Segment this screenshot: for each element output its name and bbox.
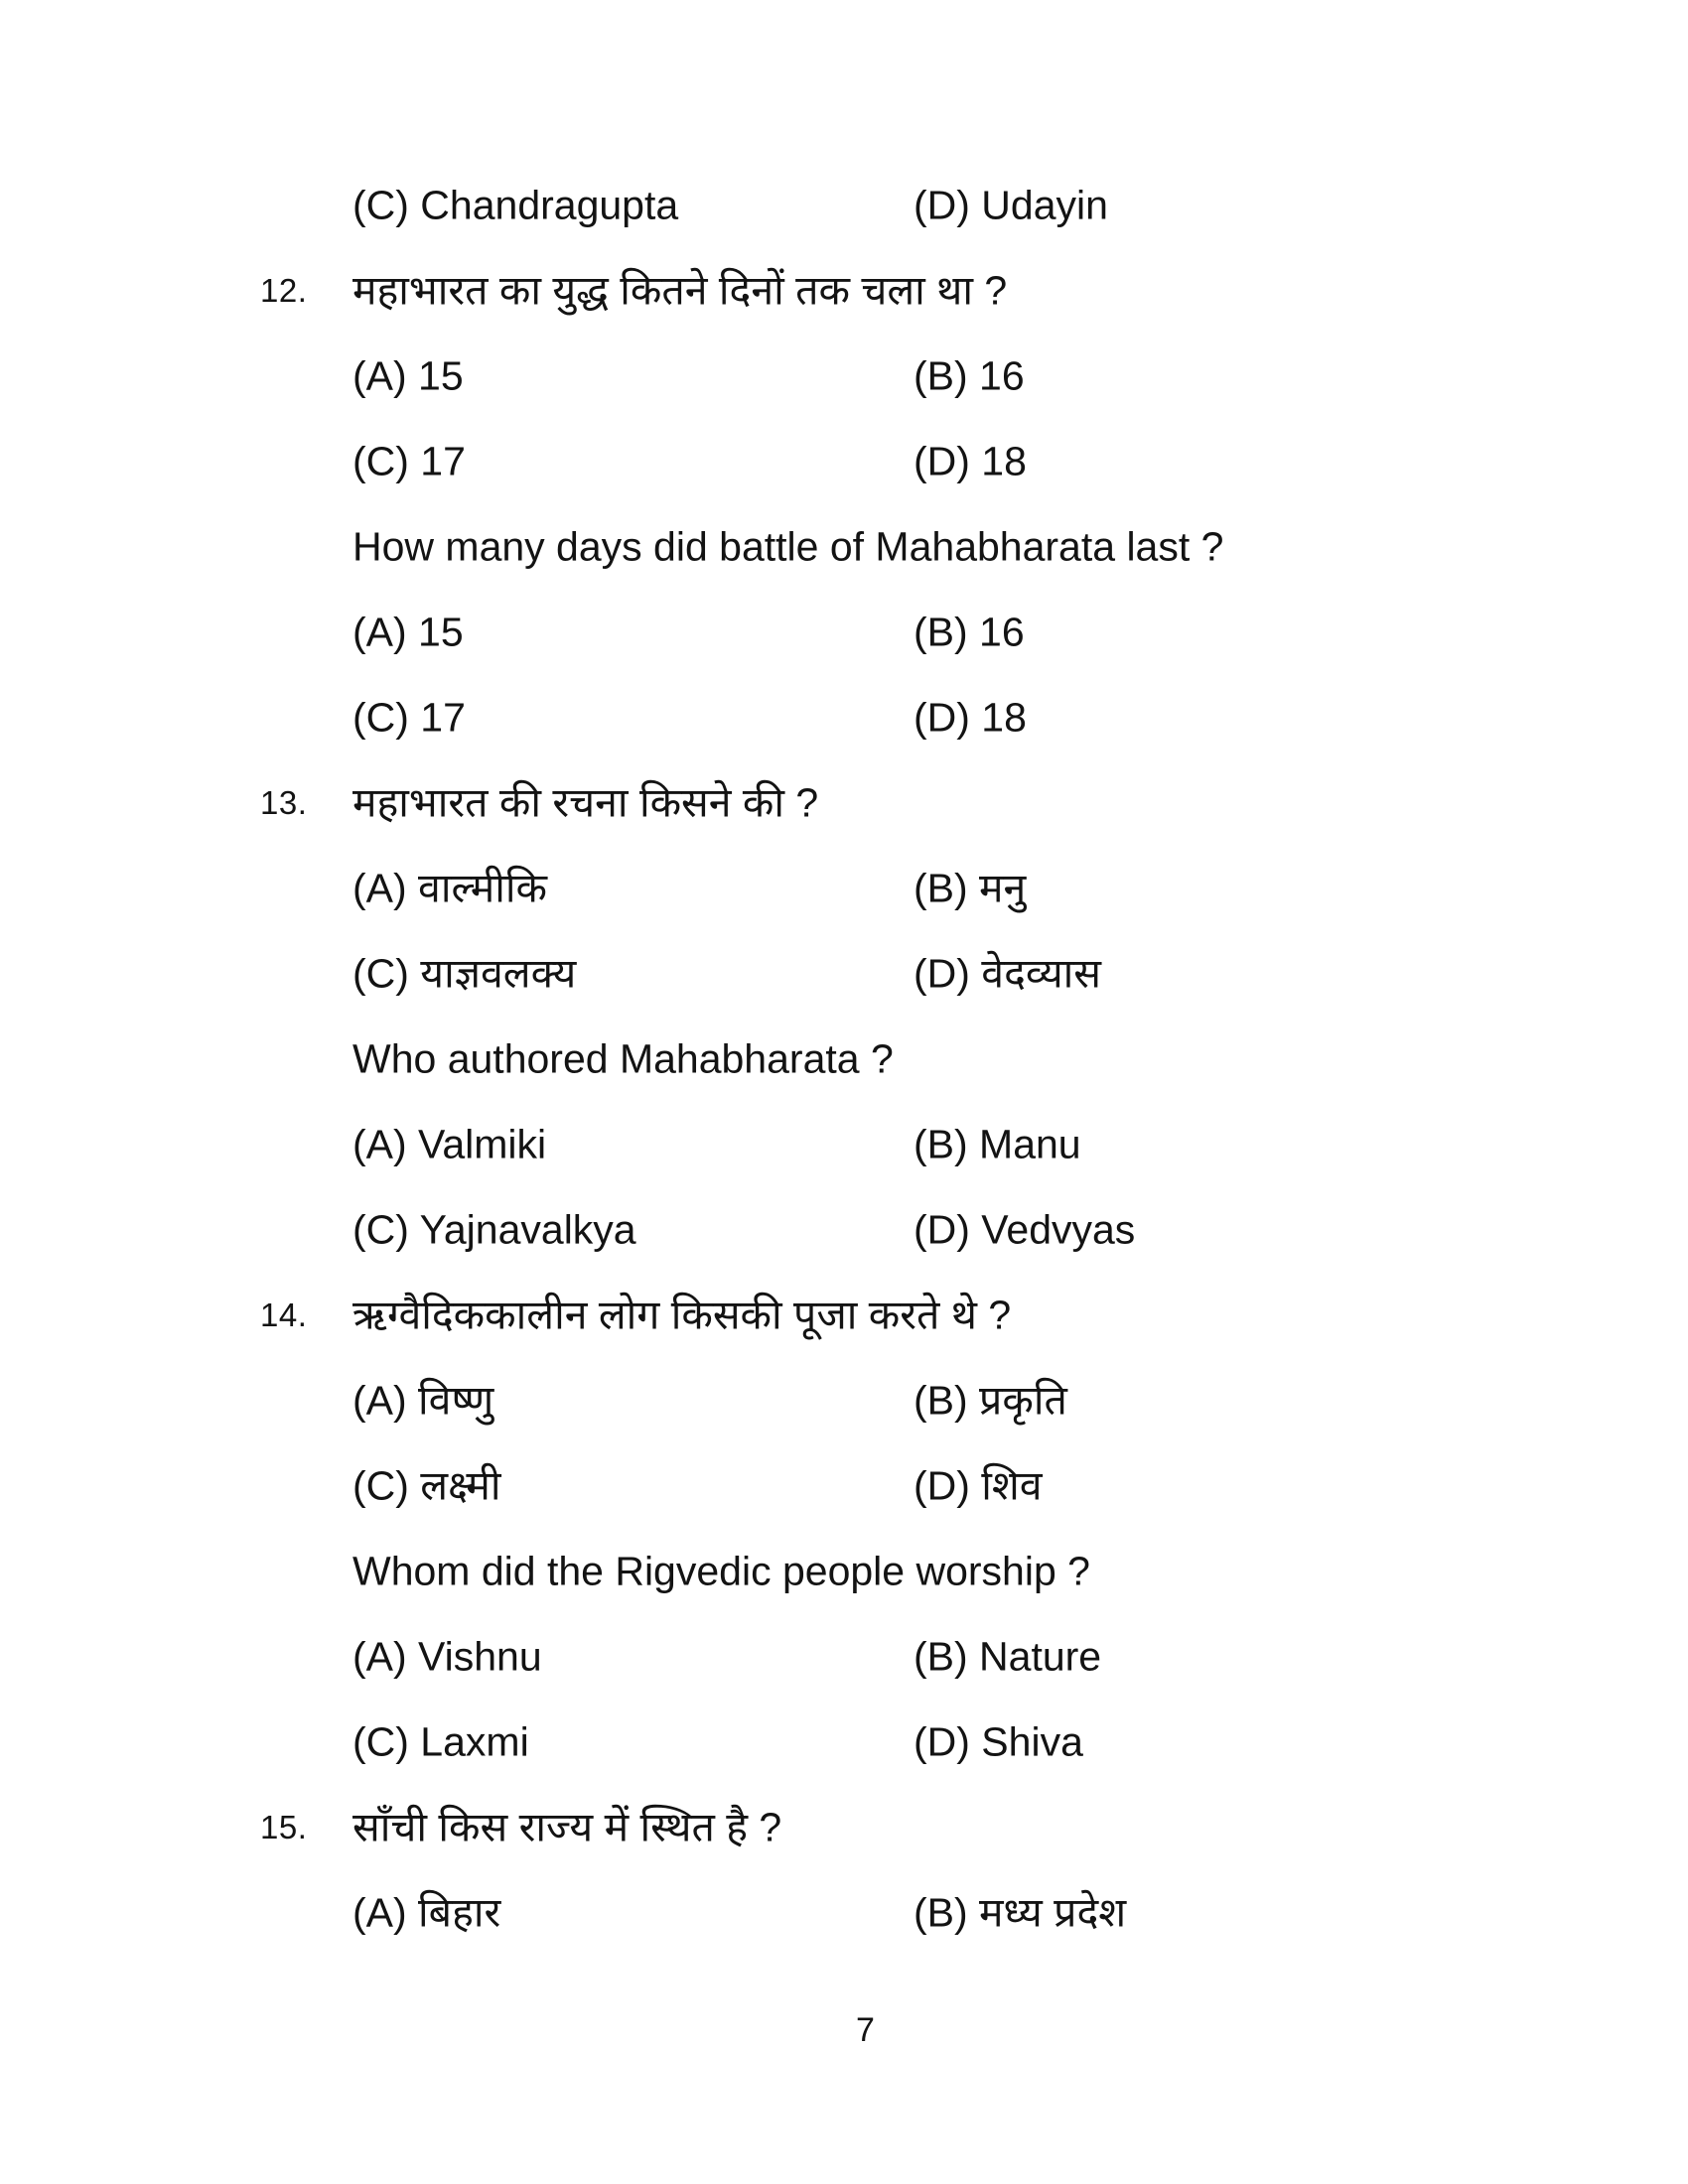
question-list	[0, 163, 1688, 1956]
option-d: (D) Shiva	[914, 1718, 1083, 1765]
question-row-english	[0, 504, 1688, 590]
option-row	[0, 1443, 1688, 1529]
option-row	[0, 1614, 1688, 1700]
option-a: (A) 15	[352, 352, 464, 399]
option-d: (D) शिव	[914, 1462, 1043, 1509]
option-row	[0, 1700, 1688, 1785]
question-text-english: Whom did the Rigvedic people worship ?	[352, 1548, 1090, 1594]
question-text-hindi: ऋग्वैदिककालीन लोग किसकी पूजा करते थे ?	[352, 1292, 1012, 1338]
option-c: (C) याज्ञवलक्य	[352, 950, 577, 997]
option-b: (B) 16	[914, 352, 1025, 399]
option-c: (C) 17	[352, 438, 466, 484]
option-a: (A) विष्णु	[352, 1377, 494, 1424]
option-row	[0, 590, 1688, 675]
option-row	[0, 931, 1688, 1017]
option-row	[0, 1102, 1688, 1187]
option-row	[0, 334, 1688, 419]
option-row	[0, 1358, 1688, 1443]
option-row	[0, 1187, 1688, 1273]
option-row	[0, 846, 1688, 931]
page-number: 7	[856, 2011, 875, 2049]
question-row	[0, 760, 1688, 846]
question-text-english: How many days did battle of Mahabharata last ?	[352, 523, 1224, 570]
option-c: (C) Chandragupta	[352, 182, 679, 228]
question-text-english: Who authored Mahabharata ?	[352, 1035, 894, 1082]
question-text-hindi: महाभारत का युद्ध कितने दिनों तक चला था ?	[352, 267, 1008, 314]
question-row	[0, 248, 1688, 334]
option-d: (D) Vedvyas	[914, 1206, 1136, 1253]
option-a: (A) Valmiki	[352, 1121, 547, 1167]
question-row-english	[0, 1017, 1688, 1102]
option-row	[0, 1870, 1688, 1956]
question-row	[0, 1785, 1688, 1870]
option-a: (A) वाल्मीकि	[352, 865, 547, 911]
option-d: (D) 18	[914, 438, 1027, 484]
option-b: (B) मध्य प्रदेश	[914, 1889, 1127, 1936]
option-d: (D) Udayin	[914, 182, 1108, 228]
option-a: (A) Vishnu	[352, 1633, 542, 1680]
option-b: (B) 16	[914, 609, 1025, 655]
option-d: (D) वेदव्यास	[914, 950, 1102, 997]
option-row	[0, 163, 1688, 248]
option-a: (A) 15	[352, 609, 464, 655]
question-number: 13.	[260, 783, 308, 821]
option-row	[0, 419, 1688, 504]
option-d: (D) 18	[914, 694, 1027, 741]
question-number: 15.	[260, 1808, 308, 1845]
option-b: (B) Nature	[914, 1633, 1102, 1680]
option-row	[0, 675, 1688, 760]
option-c: (C) 17	[352, 694, 466, 741]
question-text-hindi: साँची किस राज्य में स्थित है ?	[352, 1804, 782, 1850]
question-row-english	[0, 1529, 1688, 1614]
option-a: (A) बिहार	[352, 1889, 501, 1936]
option-c: (C) लक्ष्मी	[352, 1462, 501, 1509]
option-b: (B) Manu	[914, 1121, 1081, 1167]
question-text-hindi: महाभारत की रचना किसने की ?	[352, 779, 819, 826]
option-c: (C) Yajnavalkya	[352, 1206, 636, 1253]
option-b: (B) मनु	[914, 865, 1027, 911]
question-number: 14.	[260, 1296, 308, 1333]
question-row	[0, 1273, 1688, 1358]
option-b: (B) प्रकृति	[914, 1377, 1067, 1424]
option-c: (C) Laxmi	[352, 1718, 529, 1765]
question-number: 12.	[260, 271, 308, 309]
